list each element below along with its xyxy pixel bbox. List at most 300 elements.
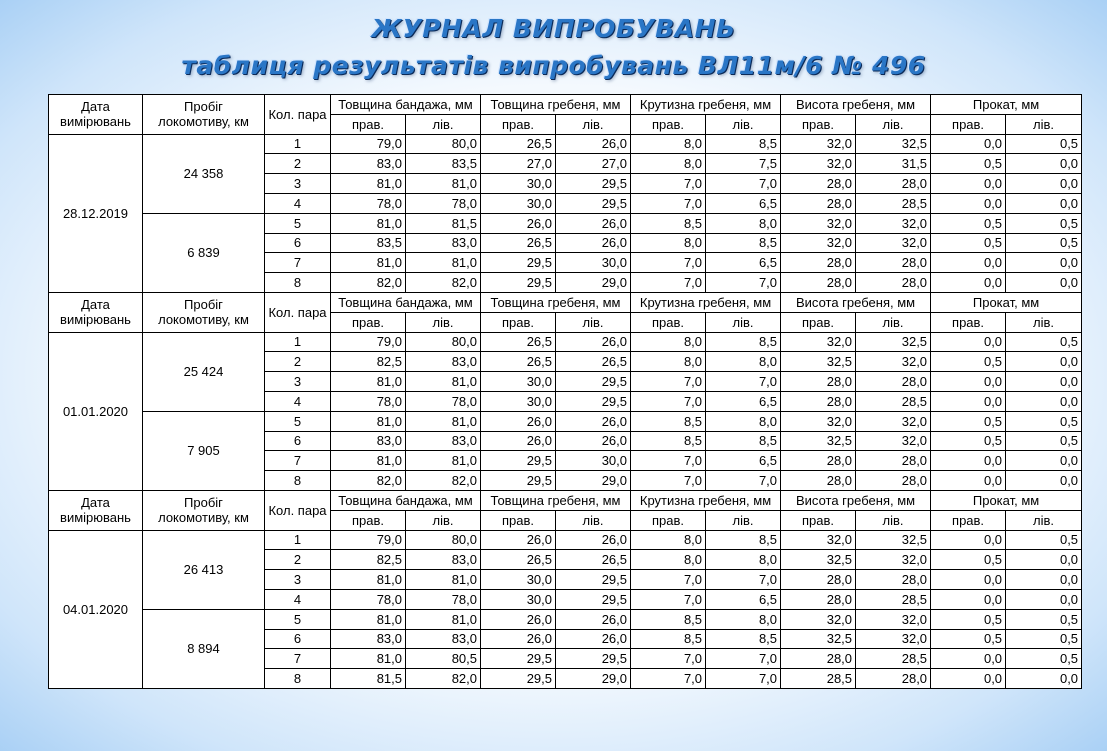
left-subheader: лів. (1006, 510, 1082, 530)
measurement-value: 0,5 (1006, 332, 1082, 352)
right-subheader: прав. (331, 114, 406, 134)
measurement-value: 6,5 (706, 589, 781, 609)
measurement-value: 32,5 (781, 431, 856, 451)
measurement-value: 29,5 (556, 570, 631, 590)
measurement-value: 32,0 (781, 530, 856, 550)
measurement-value: 82,0 (331, 273, 406, 293)
measurement-value: 7,0 (631, 649, 706, 669)
measurement-value: 26,5 (481, 550, 556, 570)
measurement-value: 6,5 (706, 193, 781, 213)
mileage-header-line1: Пробіг (184, 495, 223, 511)
measurement-value: 78,0 (406, 193, 481, 213)
measurement-date: 01.01.2020 (49, 332, 143, 490)
measurement-value: 82,0 (406, 669, 481, 689)
measurement-value: 0,5 (1006, 431, 1082, 451)
measurement-value: 0,5 (1006, 609, 1082, 629)
mileage-header (143, 292, 265, 332)
measurement-value: 81,0 (331, 609, 406, 629)
measurement-date: 28.12.2019 (49, 134, 143, 292)
measurement-value: 0,5 (1006, 629, 1082, 649)
measurement-value: 26,5 (481, 352, 556, 372)
date-header-line2: вимірювань (60, 312, 131, 328)
measurement-value: 30,0 (481, 589, 556, 609)
measurement-value: 0,0 (931, 471, 1006, 491)
right-subheader: прав. (931, 114, 1006, 134)
left-subheader: лів. (856, 510, 931, 530)
rolled-header: Прокат, мм (931, 292, 1082, 312)
measurement-value: 26,0 (481, 609, 556, 629)
measurement-value: 81,0 (406, 570, 481, 590)
measurement-value: 32,5 (781, 550, 856, 570)
header-row (49, 490, 1082, 510)
measurement-value: 26,0 (481, 213, 556, 233)
measurement-value: 0,0 (1006, 253, 1082, 273)
table-row (49, 134, 1082, 154)
measurement-value: 0,0 (931, 669, 1006, 689)
measurement-value: 26,0 (481, 411, 556, 431)
flange-steepness-header: Крутизна гребеня, мм (631, 292, 781, 312)
measurement-value: 26,0 (556, 411, 631, 431)
measurement-value: 0,0 (1006, 669, 1082, 689)
measurement-value: 28,0 (781, 471, 856, 491)
measurement-value: 7,0 (631, 372, 706, 392)
measurement-value: 28,5 (781, 669, 856, 689)
header-row (49, 95, 1082, 115)
left-subheader: лів. (706, 114, 781, 134)
results-table-body (49, 95, 1082, 689)
measurement-value: 7,0 (631, 253, 706, 273)
measurement-value: 0,0 (931, 451, 1006, 471)
date-header (49, 292, 143, 332)
measurement-value: 0,5 (1006, 411, 1082, 431)
right-subheader: прав. (481, 312, 556, 332)
flange-steepness-header: Крутизна гребеня, мм (631, 490, 781, 510)
measurement-value: 31,5 (856, 154, 931, 174)
measurement-value: 30,0 (556, 451, 631, 471)
measurement-value: 0,0 (1006, 550, 1082, 570)
measurement-value: 0,0 (931, 174, 1006, 194)
wheel-pair-number: 1 (265, 530, 331, 550)
measurement-value: 30,0 (481, 391, 556, 411)
measurement-value: 8,0 (706, 213, 781, 233)
wheel-pair-number: 3 (265, 570, 331, 590)
measurement-value: 81,0 (406, 609, 481, 629)
measurement-value: 32,0 (856, 411, 931, 431)
measurement-value: 29,5 (481, 649, 556, 669)
measurement-value: 8,0 (706, 550, 781, 570)
measurement-value: 29,5 (556, 372, 631, 392)
measurement-value: 8,5 (706, 233, 781, 253)
measurement-value: 32,5 (781, 629, 856, 649)
measurement-value: 81,0 (406, 451, 481, 471)
flange-thickness-header: Товщина гребеня, мм (481, 292, 631, 312)
left-subheader: лів. (406, 114, 481, 134)
measurement-value: 0,0 (1006, 273, 1082, 293)
measurement-value: 7,0 (706, 273, 781, 293)
measurement-value: 7,0 (631, 451, 706, 471)
wheel-pair-number: 2 (265, 352, 331, 372)
measurement-value: 28,0 (856, 372, 931, 392)
measurement-value: 32,5 (781, 352, 856, 372)
measurement-value: 83,5 (331, 233, 406, 253)
flange-height-header: Висота гребеня, мм (781, 95, 931, 115)
measurement-value: 29,5 (556, 391, 631, 411)
measurement-value: 7,0 (631, 589, 706, 609)
right-subheader: прав. (781, 312, 856, 332)
measurement-value: 0,5 (931, 629, 1006, 649)
measurement-value: 7,0 (706, 471, 781, 491)
measurement-value: 83,5 (406, 154, 481, 174)
measurement-value: 82,5 (331, 550, 406, 570)
flange-height-header: Висота гребеня, мм (781, 490, 931, 510)
measurement-value: 29,5 (556, 589, 631, 609)
measurement-value: 32,0 (856, 550, 931, 570)
measurement-value: 32,0 (856, 233, 931, 253)
measurement-value: 28,0 (856, 273, 931, 293)
measurement-value: 80,0 (406, 530, 481, 550)
date-header (49, 490, 143, 530)
measurement-value: 29,0 (556, 273, 631, 293)
measurement-value: 26,0 (556, 213, 631, 233)
measurement-value: 8,0 (631, 352, 706, 372)
measurement-value: 29,5 (481, 273, 556, 293)
left-subheader: лів. (1006, 312, 1082, 332)
measurement-value: 83,0 (406, 233, 481, 253)
measurement-value: 82,0 (406, 273, 481, 293)
measurement-value: 0,0 (1006, 471, 1082, 491)
measurement-value: 0,0 (1006, 372, 1082, 392)
date-header-line2: вимірювань (60, 510, 131, 526)
measurement-value: 78,0 (331, 391, 406, 411)
wheel-pair-number: 8 (265, 273, 331, 293)
measurement-value: 0,0 (931, 273, 1006, 293)
measurement-value: 0,0 (931, 253, 1006, 273)
measurement-value: 0,5 (931, 550, 1006, 570)
measurement-value: 80,5 (406, 649, 481, 669)
measurement-value: 32,0 (781, 233, 856, 253)
measurement-value: 81,0 (331, 174, 406, 194)
measurement-value: 29,5 (556, 193, 631, 213)
pair-header: Кол. пара (265, 292, 331, 332)
date-header-line1: Дата (81, 495, 110, 511)
right-subheader: прав. (331, 510, 406, 530)
measurement-value: 81,0 (331, 411, 406, 431)
tire-thickness-header: Товщина бандажа, мм (331, 95, 481, 115)
locomotive-mileage: 6 839 (143, 213, 265, 292)
measurement-value: 28,0 (781, 273, 856, 293)
measurement-value: 32,0 (856, 629, 931, 649)
left-subheader: лів. (856, 114, 931, 134)
journal-title: ЖУРНАЛ ВИПРОБУВАНЬ (371, 14, 736, 43)
wheel-pair-number: 2 (265, 550, 331, 570)
measurement-value: 28,0 (856, 174, 931, 194)
measurement-value: 32,0 (856, 352, 931, 372)
measurement-value: 0,0 (1006, 570, 1082, 590)
measurement-value: 8,5 (631, 431, 706, 451)
measurement-value: 0,0 (931, 193, 1006, 213)
measurement-value: 26,0 (556, 629, 631, 649)
mileage-header (143, 95, 265, 135)
measurement-value: 8,0 (631, 550, 706, 570)
measurement-value: 27,0 (481, 154, 556, 174)
right-subheader: прав. (931, 312, 1006, 332)
flange-thickness-header: Товщина гребеня, мм (481, 95, 631, 115)
measurement-value: 29,0 (556, 471, 631, 491)
measurement-value: 83,0 (331, 431, 406, 451)
measurement-value: 28,0 (781, 193, 856, 213)
measurement-value: 81,0 (331, 253, 406, 273)
measurement-value: 0,0 (1006, 193, 1082, 213)
date-header-line2: вимірювань (60, 114, 131, 130)
header-row (49, 292, 1082, 312)
measurement-value: 28,0 (856, 570, 931, 590)
measurement-value: 8,5 (631, 213, 706, 233)
measurement-value: 80,0 (406, 332, 481, 352)
measurement-value: 0,0 (931, 332, 1006, 352)
table-row (49, 609, 1082, 629)
locomotive-mileage: 24 358 (143, 134, 265, 213)
measurement-value: 81,0 (331, 570, 406, 590)
tire-thickness-header: Товщина бандажа, мм (331, 292, 481, 312)
measurement-value: 27,0 (556, 154, 631, 174)
rolled-header: Прокат, мм (931, 95, 1082, 115)
measurement-value: 83,0 (406, 352, 481, 372)
table-subtitle: таблиця результатів випробувань ВЛ11м/6 № 496 (181, 51, 926, 80)
measurement-value: 81,0 (406, 174, 481, 194)
left-subheader: лів. (706, 312, 781, 332)
measurement-value: 78,0 (331, 589, 406, 609)
measurement-value: 28,0 (856, 471, 931, 491)
measurement-value: 30,0 (481, 372, 556, 392)
left-subheader: лів. (556, 510, 631, 530)
measurement-value: 30,0 (556, 253, 631, 273)
measurement-value: 26,0 (556, 134, 631, 154)
measurement-value: 29,5 (481, 253, 556, 273)
wheel-pair-number: 6 (265, 431, 331, 451)
measurement-value: 0,0 (931, 530, 1006, 550)
measurement-value: 79,0 (331, 134, 406, 154)
measurement-value: 8,5 (706, 629, 781, 649)
measurement-value: 26,0 (556, 530, 631, 550)
measurement-value: 8,0 (631, 530, 706, 550)
measurement-value: 30,0 (481, 193, 556, 213)
measurement-value: 81,0 (331, 649, 406, 669)
measurement-value: 32,0 (856, 213, 931, 233)
measurement-value: 0,0 (931, 570, 1006, 590)
flange-steepness-header: Крутизна гребеня, мм (631, 95, 781, 115)
measurement-value: 0,5 (1006, 134, 1082, 154)
wheel-pair-number: 6 (265, 629, 331, 649)
flange-height-header: Висота гребеня, мм (781, 292, 931, 312)
wheel-pair-number: 7 (265, 451, 331, 471)
measurement-value: 6,5 (706, 253, 781, 273)
measurement-value: 6,5 (706, 451, 781, 471)
measurement-value: 28,5 (856, 589, 931, 609)
right-subheader: прав. (781, 114, 856, 134)
locomotive-mileage: 8 894 (143, 609, 265, 688)
measurement-value: 0,5 (931, 154, 1006, 174)
measurement-value: 28,0 (781, 589, 856, 609)
left-subheader: лів. (856, 312, 931, 332)
measurement-value: 26,5 (556, 352, 631, 372)
date-header-line1: Дата (81, 297, 110, 313)
measurement-value: 8,0 (631, 233, 706, 253)
right-subheader: прав. (631, 510, 706, 530)
wheel-pair-number: 4 (265, 391, 331, 411)
wheel-pair-number: 5 (265, 411, 331, 431)
measurement-value: 0,0 (931, 589, 1006, 609)
measurement-value: 0,5 (931, 352, 1006, 372)
measurement-value: 26,0 (556, 332, 631, 352)
measurement-value: 29,5 (481, 669, 556, 689)
measurement-value: 26,5 (481, 134, 556, 154)
mileage-header-line1: Пробіг (184, 99, 223, 115)
measurement-value: 32,0 (856, 609, 931, 629)
measurement-value: 82,0 (406, 471, 481, 491)
right-subheader: прав. (331, 312, 406, 332)
measurement-value: 0,0 (1006, 174, 1082, 194)
measurement-value: 81,0 (406, 411, 481, 431)
measurement-value: 32,0 (781, 154, 856, 174)
measurement-value: 0,5 (1006, 233, 1082, 253)
mileage-header-line1: Пробіг (184, 297, 223, 313)
measurement-value: 28,0 (856, 669, 931, 689)
tire-thickness-header: Товщина бандажа, мм (331, 490, 481, 510)
measurement-value: 83,0 (331, 629, 406, 649)
left-subheader: лів. (406, 312, 481, 332)
measurement-value: 32,0 (856, 431, 931, 451)
measurement-value: 8,5 (631, 411, 706, 431)
right-subheader: прав. (481, 510, 556, 530)
measurement-value: 7,0 (706, 372, 781, 392)
measurement-value: 7,0 (631, 669, 706, 689)
measurement-value: 28,0 (856, 253, 931, 273)
measurement-value: 28,0 (856, 451, 931, 471)
date-header-line1: Дата (81, 99, 110, 115)
wheel-pair-number: 4 (265, 589, 331, 609)
table-row (49, 411, 1082, 431)
measurement-value: 32,0 (781, 332, 856, 352)
measurement-value: 0,0 (931, 134, 1006, 154)
measurement-value: 8,5 (706, 332, 781, 352)
measurement-value: 8,0 (631, 134, 706, 154)
measurement-value: 32,5 (856, 530, 931, 550)
measurement-value: 0,0 (931, 372, 1006, 392)
left-subheader: лів. (706, 510, 781, 530)
measurement-value: 26,0 (556, 431, 631, 451)
table-row (49, 332, 1082, 352)
measurement-value: 28,5 (856, 649, 931, 669)
measurement-value: 6,5 (706, 391, 781, 411)
rolled-header: Прокат, мм (931, 490, 1082, 510)
right-subheader: прав. (781, 510, 856, 530)
measurement-value: 29,5 (556, 174, 631, 194)
measurement-value: 81,0 (331, 451, 406, 471)
left-subheader: лів. (406, 510, 481, 530)
mileage-header (143, 490, 265, 530)
measurement-value: 8,0 (706, 609, 781, 629)
wheel-pair-number: 8 (265, 471, 331, 491)
measurement-value: 8,0 (631, 154, 706, 174)
measurement-value: 28,0 (781, 174, 856, 194)
measurement-value: 78,0 (406, 589, 481, 609)
measurement-value: 7,0 (631, 471, 706, 491)
measurement-value: 28,0 (781, 451, 856, 471)
measurement-value: 79,0 (331, 530, 406, 550)
measurement-value: 0,5 (931, 609, 1006, 629)
measurement-value: 0,0 (1006, 451, 1082, 471)
measurement-value: 79,0 (331, 332, 406, 352)
measurement-value: 0,5 (1006, 649, 1082, 669)
measurement-value: 81,0 (331, 213, 406, 233)
table-row (49, 213, 1082, 233)
measurement-value: 0,5 (931, 431, 1006, 451)
pair-header: Кол. пара (265, 490, 331, 530)
measurement-value: 28,5 (856, 193, 931, 213)
measurement-value: 26,5 (481, 233, 556, 253)
measurement-value: 78,0 (331, 193, 406, 213)
measurement-value: 28,5 (856, 391, 931, 411)
measurement-value: 0,0 (1006, 589, 1082, 609)
right-subheader: прав. (931, 510, 1006, 530)
measurement-value: 0,5 (931, 233, 1006, 253)
measurement-value: 7,0 (706, 669, 781, 689)
locomotive-mileage: 26 413 (143, 530, 265, 609)
measurement-value: 7,0 (631, 570, 706, 590)
measurement-value: 8,0 (706, 352, 781, 372)
measurement-value: 28,0 (781, 372, 856, 392)
measurement-date: 04.01.2020 (49, 530, 143, 688)
measurement-value: 7,0 (631, 273, 706, 293)
wheel-pair-number: 5 (265, 609, 331, 629)
measurement-value: 8,5 (631, 629, 706, 649)
measurement-value: 0,0 (1006, 352, 1082, 372)
measurement-value: 8,5 (706, 134, 781, 154)
measurement-value: 26,0 (556, 609, 631, 629)
locomotive-mileage: 7 905 (143, 411, 265, 490)
flange-thickness-header: Товщина гребеня, мм (481, 490, 631, 510)
measurement-value: 26,0 (556, 233, 631, 253)
wheel-pair-number: 5 (265, 213, 331, 233)
measurement-value: 7,5 (706, 154, 781, 174)
wheel-pair-number: 2 (265, 154, 331, 174)
left-subheader: лів. (556, 114, 631, 134)
measurement-value: 0,5 (1006, 213, 1082, 233)
measurement-value: 0,5 (931, 411, 1006, 431)
locomotive-mileage: 25 424 (143, 332, 265, 411)
measurement-value: 83,0 (406, 550, 481, 570)
wheel-pair-number: 3 (265, 174, 331, 194)
measurement-value: 82,5 (331, 352, 406, 372)
measurement-value: 83,0 (406, 629, 481, 649)
measurement-value: 8,5 (631, 609, 706, 629)
measurement-value: 28,0 (781, 649, 856, 669)
measurement-value: 81,0 (331, 372, 406, 392)
measurement-value: 28,0 (781, 253, 856, 273)
measurement-value: 7,0 (706, 649, 781, 669)
measurement-value: 26,5 (481, 332, 556, 352)
measurement-value: 7,0 (631, 174, 706, 194)
table-row (49, 530, 1082, 550)
measurement-value: 26,0 (481, 530, 556, 550)
measurement-value: 7,0 (631, 193, 706, 213)
measurement-value: 81,5 (331, 669, 406, 689)
wheel-pair-number: 8 (265, 669, 331, 689)
measurement-value: 29,0 (556, 669, 631, 689)
measurement-value: 28,0 (781, 570, 856, 590)
wheel-pair-number: 7 (265, 253, 331, 273)
measurement-value: 0,0 (1006, 391, 1082, 411)
